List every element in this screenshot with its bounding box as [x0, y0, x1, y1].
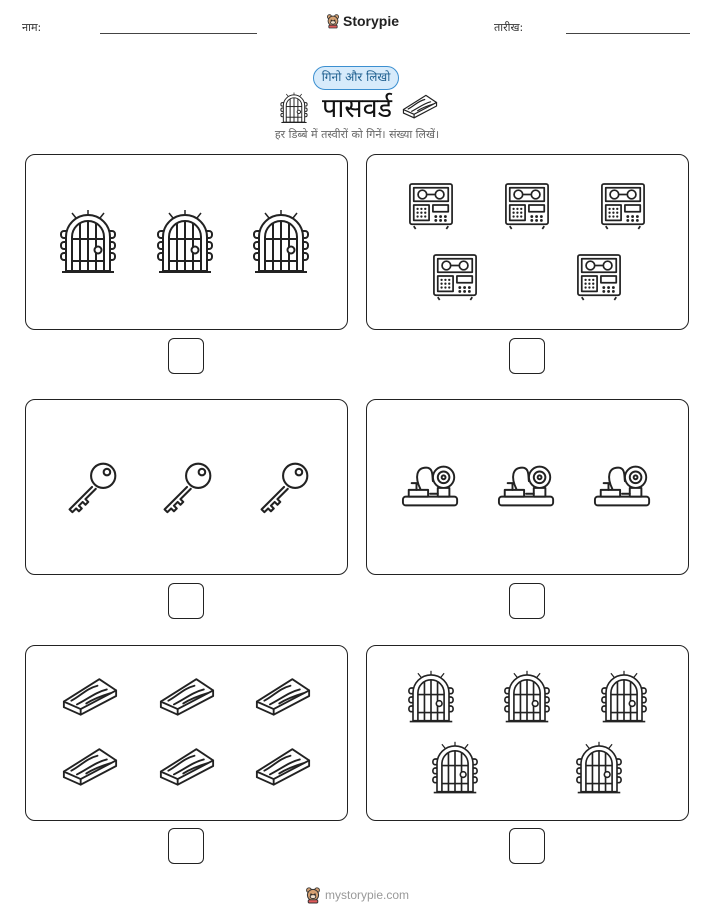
date-label: तारीख:: [494, 21, 524, 34]
name-field-line[interactable]: [100, 33, 257, 34]
wooden-plank-icon: [255, 675, 311, 717]
door-icon: [406, 670, 456, 724]
brand-logo: [326, 13, 399, 29]
answer-box-6[interactable]: [509, 828, 545, 864]
answer-box-1[interactable]: [168, 338, 204, 374]
door-icon: [251, 209, 311, 275]
key-icon: [256, 459, 312, 515]
count-panel-6: [366, 645, 689, 821]
wooden-plank-icon: [159, 745, 215, 787]
page-title: पासवर्ड: [322, 93, 393, 124]
instruction-text: हर डिब्बे में तस्वीरों को गिनें। संख्या लिखें।: [274, 128, 440, 141]
telegraph-icon: [401, 462, 461, 510]
answer-box-3[interactable]: [168, 583, 204, 619]
control-panel-icon: [504, 182, 550, 230]
key-icon: [159, 459, 215, 515]
answer-box-5[interactable]: [168, 828, 204, 864]
wooden-plank-icon: [62, 675, 118, 717]
control-panel-icon: [576, 253, 622, 301]
activity-tag: गिनो और लिखो: [313, 66, 399, 90]
door-icon: [599, 670, 649, 724]
count-panel-2: [366, 154, 689, 330]
door-icon: [58, 209, 118, 275]
count-panel-4: [366, 399, 689, 575]
wooden-plank-icon: [402, 93, 438, 119]
footer-site: mystorypie.com: [324, 888, 410, 902]
bear-mascot-icon: [326, 13, 340, 29]
count-panel-3: [25, 399, 348, 575]
date-field-line[interactable]: [566, 33, 690, 34]
control-panel-icon: [600, 182, 646, 230]
control-panel-icon: [408, 182, 454, 230]
key-icon: [64, 459, 120, 515]
name-label: नाम:: [22, 21, 42, 34]
control-panel-icon: [432, 253, 478, 301]
door-icon: [574, 741, 624, 795]
footer: [0, 886, 714, 904]
wooden-plank-icon: [255, 745, 311, 787]
count-panel-1: [25, 154, 348, 330]
telegraph-icon: [593, 462, 653, 510]
door-icon: [155, 209, 215, 275]
wooden-plank-icon: [159, 675, 215, 717]
brand-name: Storypie: [343, 13, 400, 29]
wooden-plank-icon: [62, 745, 118, 787]
door-icon: [279, 92, 309, 124]
count-panel-5: [25, 645, 348, 821]
door-icon: [502, 670, 552, 724]
door-icon: [430, 741, 480, 795]
telegraph-icon: [497, 462, 557, 510]
bear-mascot-icon: [305, 886, 321, 904]
answer-box-2[interactable]: [509, 338, 545, 374]
answer-box-4[interactable]: [509, 583, 545, 619]
